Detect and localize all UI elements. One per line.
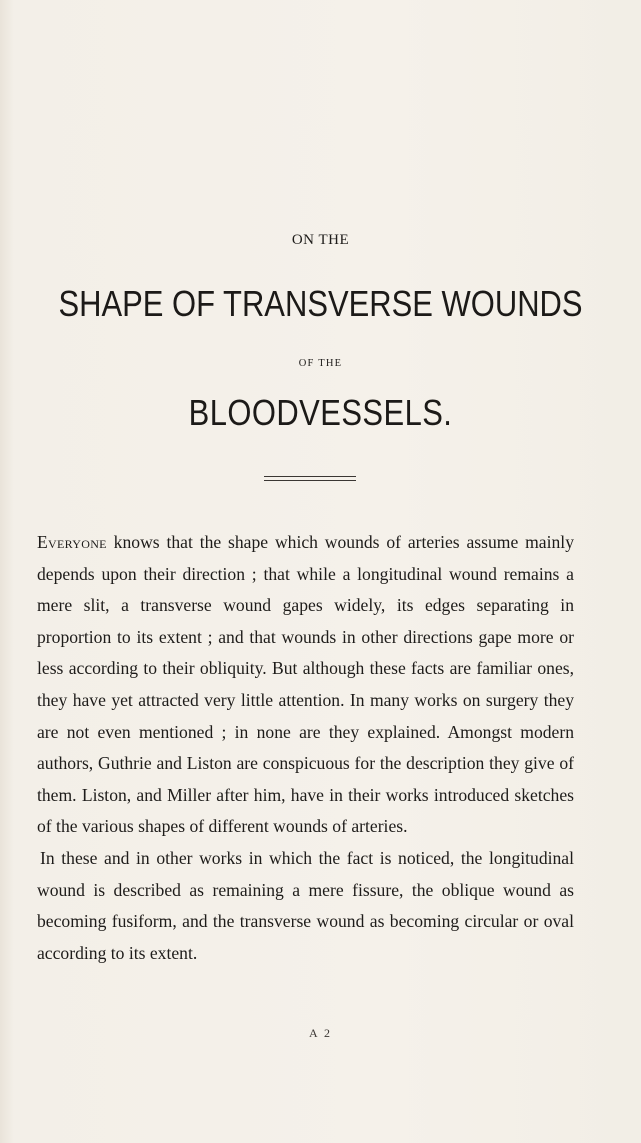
- title-line-1: SHAPE OF TRANSVERSE WOUNDS: [58, 283, 583, 324]
- pre-title: ON THE: [291, 232, 350, 248]
- body-text: [37, 527, 574, 969]
- title-line-2: BLOODVESSELS.: [188, 392, 453, 433]
- paragraph-2: In these and in other works in which the fact is noticed, the longitudinal wound is described as remaining a mere fissure, the oblique wound as becoming fusiform, and the transverse wound as becoming circular or oval according to its extent.: [37, 847, 574, 963]
- paragraph-1-text: knows that the shape which wounds of arteries assume mainly depends upon their direction ; that while a longitudinal wound remains a mere slit, a transverse wound gapes widely, its edges separating in proportion to its extent ; and that wounds in other directions gape more or less according to their obliquity. But although these facts are familiar ones, they have yet attracted very little attention. In many works on surgery they are not even mentioned ; in none are they explained. Amongst modern authors, Guthrie and Liston are conspicuous for the description they give of them. Liston, and Miller after him, have in their works introduced sketches of the various shapes of different wounds of arteries.: [37, 532, 574, 837]
- title-rule-lower: [264, 480, 356, 481]
- page-signature: A 2: [308, 1026, 332, 1040]
- title-connector: OF THE: [298, 358, 343, 369]
- title-rule-upper: [264, 476, 356, 477]
- lead-word: Everyone: [37, 532, 107, 552]
- paragraph-1: [37, 527, 574, 843]
